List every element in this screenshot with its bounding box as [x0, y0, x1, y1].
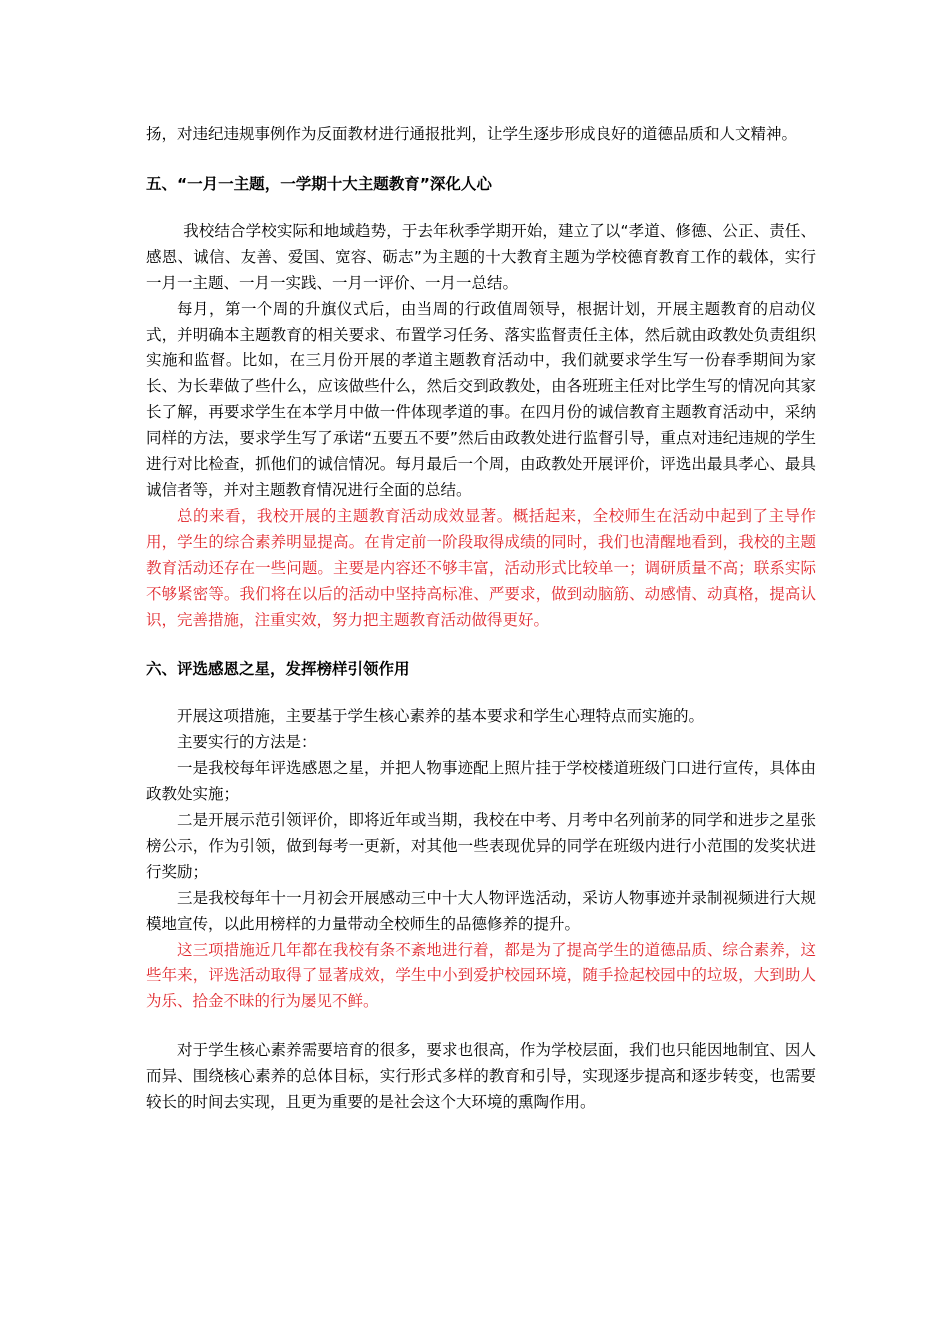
- section-6-paragraph-5: 三是我校每年十一月初会开展感动三中十大人物评选活动，采访人物事迹并录制视频进行大规模地宣传，以此用榜样的力量带动全校师生的品德修养的提升。: [146, 888, 816, 933]
- section-6-paragraph-4: 二是开展示范引领评价，即将近年或当期，我校在中考、月考中名列前茅的同学和进步之星张榜公示，作为引领，做到每考一更新，对其他一些表现优异的同学在班级内进行小范围的发奖状进行奖励；: [146, 811, 816, 881]
- section-6-heading: 六、评选感恩之星，发挥榜样引领作用: [146, 660, 410, 679]
- closing-paragraph: 对于学生核心素养需要培育的很多，要求也很高，作为学校层面，我们也只能因地制宜、因人而异、围绕核心素养的总体目标，实行形式多样的教育和引导，实现逐步提高和逐步转变，也需要较长的时间去实现，且更为重要的是社会这个大环境的熏陶作用。: [146, 1041, 816, 1112]
- continuation-paragraph: 扬，对违纪违规事例作为反面教材进行通报批判，让学生逐步形成良好的道德品质和人文精神。: [146, 125, 798, 143]
- section-5-heading: 五、“一月一主题，一学期十大主题教育”深化人心: [146, 174, 492, 193]
- document-page: [146, 122, 816, 1116]
- section-5-paragraph-1: 我校结合学校实际和地域趋势，于去年秋季学期开始，建立了以“孝道、修德、公正、责任、感恩、诚信、友善、爱国、宽容、砺志”为主题的十大教育主题为学校德育教育工作的载体，实行一月一主题、一月一实践、一月一评价、一月一总结。: [146, 221, 816, 292]
- section-5-summary: 总的来看，我校开展的主题教育活动成效显著。概括起来，全校师生在活动中起到了主导作用，学生的综合素养明显提高。在肯定前一阶段取得成绩的同时，我们也清醒地看到，我校的主题教育活动还存在一些问题。主要是内容还不够丰富，活动形式比较单一；调研质量不高；联系实际不够紧密等。我们将在以后的活动中坚持高标准、严要求，做到动脑筋、动感情、动真格，提高认识，完善措施，注重实效，努力把主题教育活动做得更好。: [146, 506, 816, 629]
- section-6-paragraph-2: 主要实行的方法是：: [177, 733, 317, 752]
- section-6-paragraph-1: 开展这项措施，主要基于学生核心素养的基本要求和学生心理特点而实施的。: [177, 707, 705, 726]
- section-6-summary: 这三项措施近几年都在我校有条不紊地进行着，都是为了提高学生的道德品质、综合素养，这些年来，评选活动取得了显著成效，学生中小到爱护校园环境，随手捡起校园中的垃圾，大到助人为乐、拾金不昧的行为屡见不鲜。: [146, 940, 816, 1011]
- section-6-paragraph-3: 一是我校每年评选感恩之星，并把人物事迹配上照片挂于学校楼道班级门口进行宣传，具体由政教处实施；: [146, 759, 816, 804]
- section-5-paragraph-2: 每月，第一个周的升旗仪式后，由当周的行政值周领导，根据计划，开展主题教育的启动仪式，并明确本主题教育的相关要求、布置学习任务、落实监督责任主体，然后就由政教处负责组织实施和监督。比如，在三月份开展的孝道主题教育活动中，我们就要求学生写一份春季期间为家长、为长辈做了些什么，应该做些什么，然后交到政教处，由各班班主任对比学生写的情况向其家长了解，再要求学生在本学月中做一件体现孝道的事。在四月份的诚信教育主题教育活动中，采纳同样的方法，要求学生写了承诺“五要五不要”然后由政教处进行监督引导，重点对违纪违规的学生进行对比检查，抓他们的诚信情况。每月最后一个周，由政教处开展评价，评选出最具孝心、最具诚信者等，并对主题教育情况进行全面的总结。: [146, 299, 816, 499]
